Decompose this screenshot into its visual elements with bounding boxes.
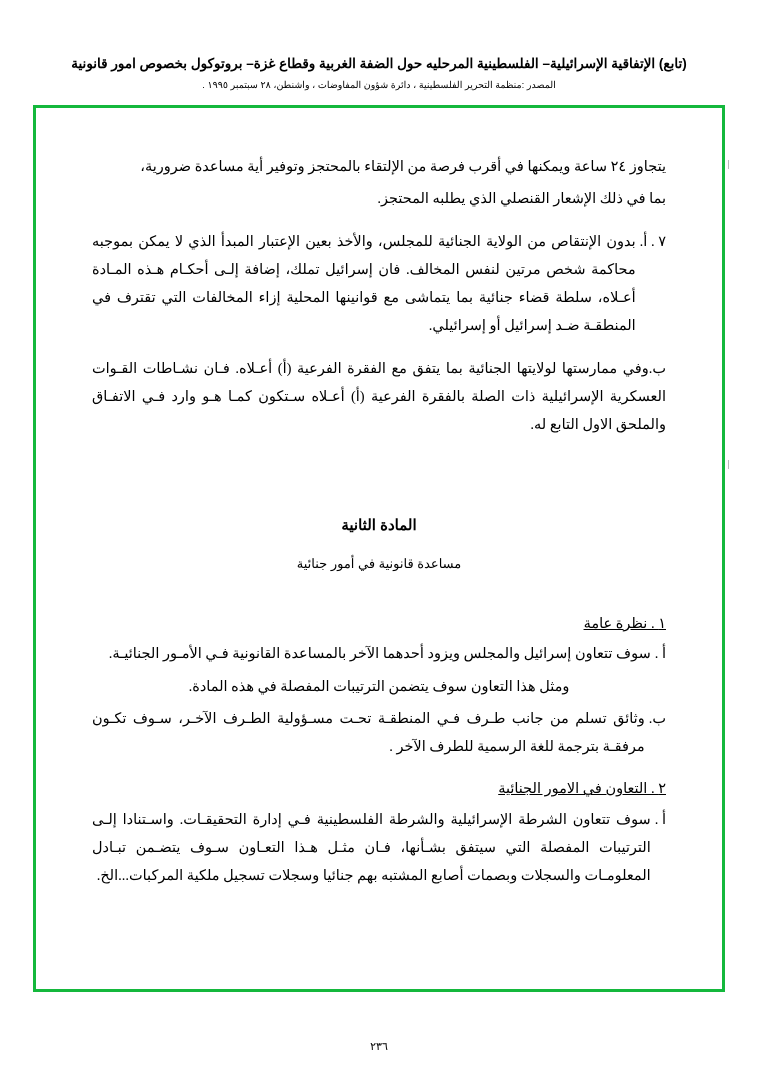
- clause-7-marker: ٧ . أ.: [639, 233, 666, 250]
- continued-paragraph-line-2: بما في ذلك الإشعار القنصلي الذي يطلبه المحتجز.: [377, 191, 666, 208]
- section-2-heading: ٢ . التعاون في الامور الجنائية: [498, 781, 666, 798]
- spacer: [92, 576, 666, 610]
- section-1-item-a-text-continued: ومثل هذا التعاون سوف يتضمن الترتيبات المفصلة في هذه المادة.: [188, 678, 570, 695]
- section-2-item-a-marker: أ .: [654, 811, 666, 828]
- document-header: [0, 55, 758, 91]
- margin-tick-top: [728, 160, 729, 169]
- spacer: [92, 765, 666, 775]
- spacer: [92, 345, 666, 355]
- clause-7-text: بدون الإنتقاص من الولاية الجنائية للمجلس، والأخذ بعين الإعتبار المبدأ الذي لا يمكن بموجبه محاكمة شخص مرتين لنفس المخالف. فان إسرائيل تملك، إضافة إلـى أحكـام هـذه المـادة أعـلاه، سلطة قضاء جنائية بما يتماشى مع قوانينها المحلية إزاء المخالفات التي تقترف في المنطقـة ضـد إسرائيل أو إسرائيلي.: [92, 233, 636, 335]
- article-heading: المادة الثانية: [341, 517, 417, 535]
- document-title: (تابع) الإتفاقية الإسرائيلية– الفلسطينية المرحليه حول الضفة الغربية وقطاع غزة– بروتوكول بخصوص امور قانونية: [71, 56, 687, 71]
- section-2-item-a: [92, 806, 666, 891]
- document-source-line: المصدر :منظمة التحرير الفلسطينية ، دائرة شؤون المفاوضات ، واشنطن، ٢٨ سبتمبر ١٩٩٥ .: [202, 79, 556, 91]
- section-1-item-b: [92, 705, 666, 762]
- page-number: ٢٣٦: [370, 1041, 388, 1053]
- section-1-item-b-text: وثائق تسلم من جانب طـرف فـي المنطقـة تحـت مسـؤولية الطـرف الآخـر، سـوف تكـون مرفقـة بترجمة للغة الرسمية للطرف الآخر .: [92, 710, 645, 756]
- article-subheading: مساعدة قانونية في أمور جنائية: [296, 555, 462, 571]
- clause-7: [92, 228, 666, 341]
- spacer: [92, 477, 666, 511]
- section-2-item-a-text: سوف تتعاون الشرطة الإسرائيلية والشرطة الفلسطينية فـي إدارة التحقيقـات. واسـتنادا إلـى الترتيبات المفصلة التي سيتفق بشـأنها، فـان مثـل هـذا التعـاون سـوف يتضـمن تبـادل المعلومـات والسجلات وبصمات أصابع المشتبه بهم جنائيا وسجلات تسجيل ملكية المركبات...الخ.: [92, 811, 651, 885]
- spacer: [92, 218, 666, 228]
- continued-paragraph-line-1: يتجاوز ٢٤ ساعة ويمكنها في أقرب فرصة من الإلتقاء بالمحتجز وتوفير أية مساعدة ضرورية،: [140, 159, 666, 175]
- margin-tick-middle: [728, 460, 729, 469]
- section-1-heading: ١ . نظرة عامة: [583, 615, 666, 632]
- document-body: [92, 153, 666, 894]
- clause-7b-text: ب.وفي ممارستها لولايتها الجنائية بما يتفق مع الفقرة الفرعية (أ) أعـلاه. فـان نشـاطات القـوات العسكرية الإسرائيلية ذات الصلة بالفقرة الفرعية (أ) أعـلاه سـتكون كمـا هـو وارد فـي الاتفـاق والملحق الاول التابع له.: [92, 360, 666, 434]
- section-1-item-b-marker: ب.: [648, 710, 666, 727]
- section-1-item-a-text: سوف تتعاون إسرائيل والمجلس ويزود أحدهما الآخر بالمساعدة القانونية فـي الأمـور الجنائيـة.: [108, 646, 651, 663]
- spacer: [92, 443, 666, 477]
- section-1-item-a-marker: أ .: [654, 646, 666, 663]
- section-1-item-a: [92, 640, 666, 668]
- content-frame: [33, 105, 725, 992]
